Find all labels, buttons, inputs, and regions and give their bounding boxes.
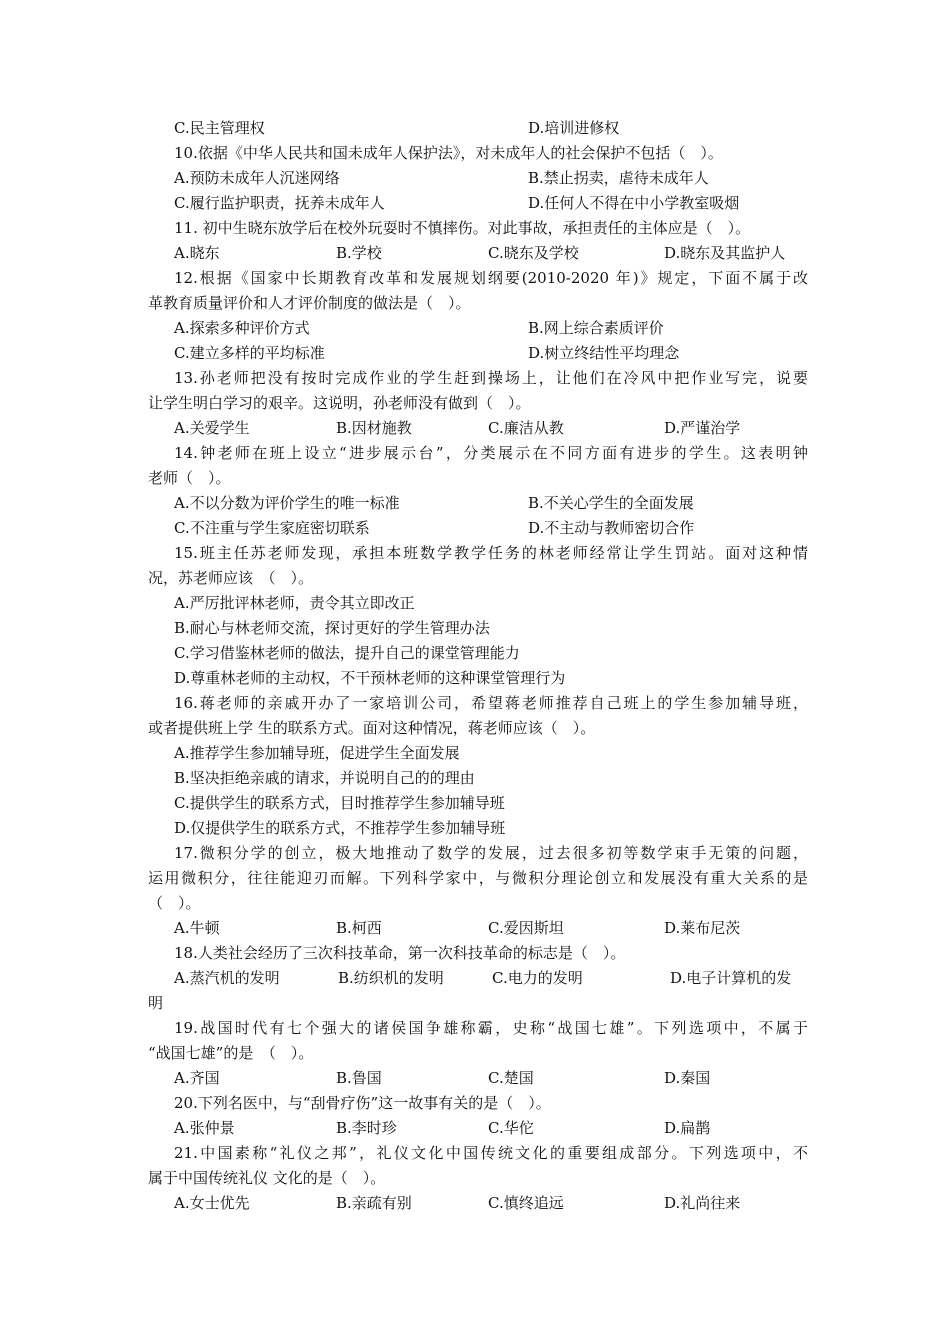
question-13-option-c: C.廉洁从教 [488, 419, 564, 437]
question-10-option-b: B.禁止拐卖，虐待未成年人 [528, 169, 709, 187]
question-10-option-d: D.任何人不得在中小学教室吸烟 [528, 194, 740, 212]
question-17-option-a: A.牛顿 [174, 919, 220, 937]
question-19-stem-line-2: “战国七雄”的是 （ ）。 [148, 1044, 314, 1062]
question-16-option-d: D.仅提供学生的联系方式，不推荐学生参加辅导班 [174, 819, 506, 837]
question-13-option-b: B.因材施教 [336, 419, 412, 437]
question-11-option-c: C.晓东及学校 [488, 244, 579, 262]
question-20-option-d: D.扁鹊 [664, 1119, 711, 1137]
option-d: D.培训进修权 [528, 119, 620, 137]
question-18-option-c: C.电力的发明 [492, 969, 583, 987]
question-13-stem-line-1: 13.孙老师把没有按时完成作业的学生赶到操场上，让他们在冷风中把作业写完，说要 [174, 369, 808, 387]
question-16-option-a: A.推荐学生参加辅导班，促进学生全面发展 [174, 744, 460, 762]
question-14-option-a: A.不以分数为评价学生的唯一标准 [174, 494, 400, 512]
question-18-option-b: B.纺织机的发明 [338, 969, 444, 987]
question-14-option-d: D.不主动与教师密切合作 [528, 519, 695, 537]
question-16-stem-line-1: 16.蒋老师的亲戚开办了一家培训公司，希望蒋老师推荐自己班上的学生参加辅导班， [174, 694, 808, 712]
question-21-option-d: D.礼尚往来 [664, 1194, 741, 1212]
question-15-option-c: C.学习借鉴林老师的做法，提升自己的课堂管理能力 [174, 644, 520, 662]
question-10-stem: 10.依据《中华人民共和国未成年人保护法》，对未成年人的社会保护不包括（ ）。 [174, 144, 723, 162]
question-13-stem-line-2: 让学生明白学习的艰辛。这说明，孙老师没有做到（ ）。 [148, 394, 531, 412]
question-18-option-a: A.蒸汽机的发明 [174, 969, 280, 987]
question-15-stem-line-2: 况，苏老师应该 （ ）。 [148, 569, 314, 587]
question-16-option-b: B.坚决拒绝亲戚的请求，并说明自己的的理由 [174, 769, 475, 787]
question-16-option-c: C.提供学生的联系方式，目时推荐学生参加辅导班 [174, 794, 505, 812]
question-14-option-b: B.不关心学生的全面发展 [528, 494, 694, 512]
question-12-stem-line-1: 12.根据《国家中长期教育改革和发展规划纲要(2010-2020 年)》规定，下面不属于改 [174, 269, 808, 287]
question-11-stem: 11. 初中生晓东放学后在校外玩耍时不慎摔伤。对此事故，承担责任的主体应是（ ）。 [174, 219, 751, 237]
question-14-option-c: C.不注重与学生家庭密切联系 [174, 519, 370, 537]
question-18-stem: 18.人类社会经历了三次科技革命，第一次科技革命的标志是（ ）。 [174, 944, 626, 962]
question-15-option-d: D.尊重林老师的主动权，不干预林老师的这种课堂管理行为 [174, 669, 566, 687]
question-17-stem-line-3: （ ）。 [148, 894, 201, 912]
question-12-option-c: C.建立多样的平均标准 [174, 344, 325, 362]
question-20-option-a: A.张仲景 [174, 1119, 235, 1137]
question-19-stem-line-1: 19.战国时代有七个强大的诸侯国争雄称霸，史称“战国七雄”。下列选项中，不属于 [174, 1019, 808, 1037]
question-15-option-b: B.耐心与林老师交流，探讨更好的学生管理办法 [174, 619, 490, 637]
option-c: C.民主管理权 [174, 119, 265, 137]
question-21-option-b: B.亲疏有别 [336, 1194, 412, 1212]
question-18-option-d-wrap: 明 [148, 994, 164, 1012]
question-20-option-b: B.李时珍 [336, 1119, 397, 1137]
question-17-stem-line-1: 17.微积分学的创立，极大地推动了数学的发展，过去很多初等数学束手无策的问题， [174, 844, 808, 862]
question-10-option-a: A.预防未成年人沉迷网络 [174, 169, 340, 187]
question-11-option-d: D.晓东及其监护人 [664, 244, 786, 262]
question-21-option-c: C.慎终追远 [488, 1194, 564, 1212]
question-17-option-d: D.莱布尼茨 [664, 919, 741, 937]
question-13-option-d: D.严谨治学 [664, 419, 741, 437]
question-11-option-a: A.晓东 [174, 244, 220, 262]
question-18-option-d: D.电子计算机的发 [670, 969, 792, 987]
question-21-stem-line-2: 属于中国传统礼仪 文化的是（ ）。 [148, 1169, 386, 1187]
question-12-option-a: A.探索多种评价方式 [174, 319, 310, 337]
question-15-option-a: A.严厉批评林老师，责令其立即改正 [174, 594, 415, 612]
question-11-option-b: B.学校 [336, 244, 382, 262]
question-10-option-c: C.履行监护职责，抚养未成年人 [174, 194, 385, 212]
question-12-option-b: B.网上综合素质评价 [528, 319, 664, 337]
question-20-option-c: C.华佗 [488, 1119, 534, 1137]
question-19-option-c: C.楚国 [488, 1069, 534, 1087]
question-13-option-a: A.关爱学生 [174, 419, 250, 437]
question-14-stem-line-1: 14.钟老师在班上设立“进步展示台”，分类展示在不同方面有进步的学生。这表明钟 [174, 444, 808, 462]
question-15-stem-line-1: 15.班主任苏老师发现，承担本班数学教学任务的林老师经常让学生罚站。面对这种情 [174, 544, 808, 562]
question-17-stem-line-2: 运用微积分，往往能迎刃而解。下列科学家中，与微积分理论创立和发展没有重大关系的是 [148, 869, 808, 887]
question-17-option-c: C.爱因斯坦 [488, 919, 564, 937]
question-19-option-b: B.鲁国 [336, 1069, 382, 1087]
question-16-stem-line-2: 或者提供班上学 生的联系方式。面对这种情况，蒋老师应该（ ）。 [148, 719, 596, 737]
question-14-stem-line-2: 老师（ ）。 [148, 469, 231, 487]
question-20-stem: 20.下列名医中，与“刮骨疗伤”这一故事有关的是（ ）。 [174, 1094, 551, 1112]
question-19-option-a: A.齐国 [174, 1069, 220, 1087]
question-21-option-a: A.女士优先 [174, 1194, 250, 1212]
question-21-stem-line-1: 21.中国素称“礼仪之邦”，礼仪文化中国传统文化的重要组成部分。下列选项中，不 [174, 1144, 808, 1162]
question-17-option-b: B.柯西 [336, 919, 382, 937]
question-19-option-d: D.秦国 [664, 1069, 711, 1087]
question-12-option-d: D.树立终结性平均理念 [528, 344, 680, 362]
question-12-stem-line-2: 革教育质量评价和人才评价制度的做法是（ ）。 [148, 294, 471, 312]
